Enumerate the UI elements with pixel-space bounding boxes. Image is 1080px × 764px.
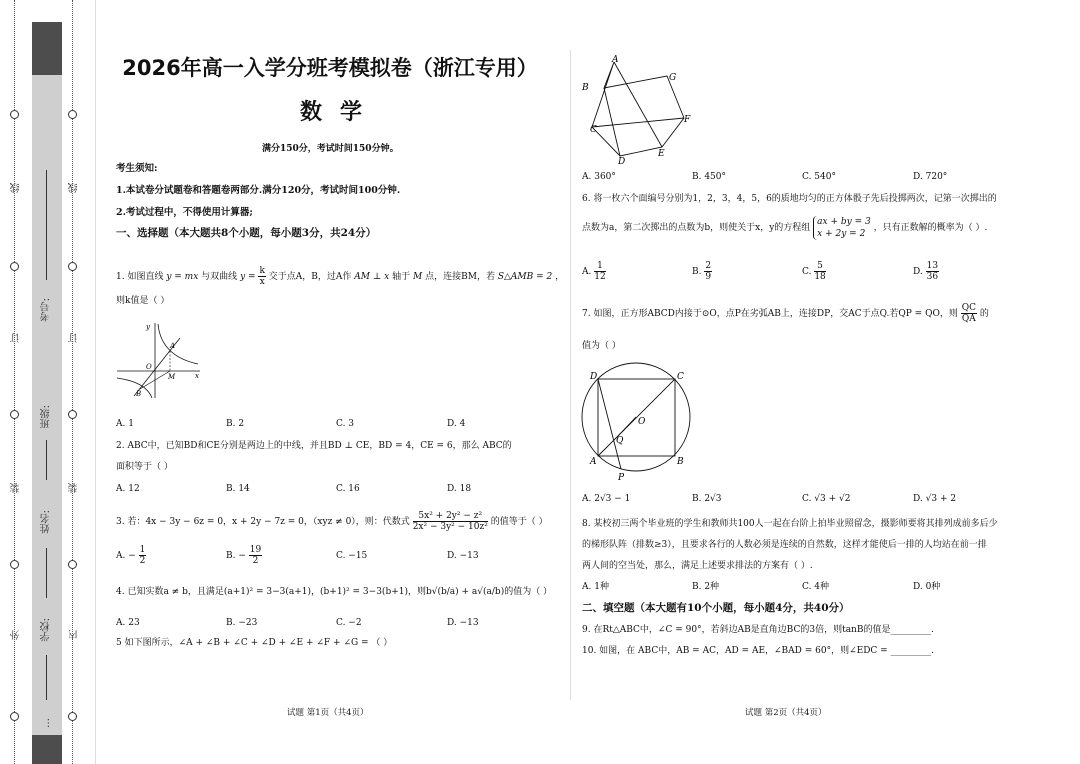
q1-figure (112, 318, 207, 400)
q6-text-b: ，只有正数解的概率为（ ）. (873, 223, 988, 233)
q1-frac-num: k (259, 266, 265, 276)
q3-opt-a-frac (139, 545, 147, 566)
exam-title: 2026年高一入学分班考模拟卷（浙江专用） (122, 56, 538, 80)
q6-opt-c-frac (814, 261, 825, 282)
q6-opt-b-frac (704, 261, 712, 282)
q1-label-y: y (146, 323, 150, 331)
q1-m: M (413, 272, 423, 282)
q2-line1: 2. ABC中，已知BD和CE分别是两边上的中线，并且BD ⊥ CE，BD = 4，CE = 6，那么 ABC的 (116, 441, 512, 451)
q7-diagonal-ac (598, 379, 675, 456)
class-field[interactable] (46, 440, 47, 480)
hole-circle (68, 712, 77, 721)
q3-opt-a[interactable] (116, 544, 146, 568)
q7-label-d: D (590, 372, 598, 382)
q7-label-b: B (677, 457, 684, 467)
q7-text-b: 的 (979, 309, 989, 319)
q5-edge-ae (614, 62, 662, 147)
school-field[interactable] (46, 655, 47, 700)
q4-line1: 4. 已知实数a ≠ b，且满足(a+1)² = 3−3(a+1)，(b+1)² = 3−3(b+1)，则b√(b/a) + a√(a/b)的值为（ ） (116, 587, 553, 597)
q1-label-a: A (170, 342, 176, 350)
q2-opt-a[interactable]: A. 12 (116, 484, 140, 494)
q1-line-eq: y = mx (166, 272, 199, 282)
q5-label-a: A (612, 55, 619, 65)
q6-eq2: x + 2y = 2 (817, 228, 866, 239)
q2-opt-c[interactable]: C. 16 (336, 484, 360, 494)
q5-label-f: F (684, 115, 691, 125)
notice-item-2: 2.考试过程中，不得使用计算器; (116, 207, 253, 218)
q6-opt-a-den: 12 (594, 272, 606, 282)
inner-label-ding: 订 (69, 333, 80, 343)
subject-title: 数学 (300, 100, 381, 125)
q6-line2 (582, 214, 987, 242)
q6-system (813, 216, 871, 240)
q3-text-b: 的值等于（ ） (490, 517, 548, 527)
q3-opt-a-den: 2 (139, 556, 146, 566)
q7-label-q: Q (616, 436, 624, 446)
name-field[interactable] (46, 548, 47, 598)
school-label: 学校: (41, 618, 52, 642)
q1-label-b: B (136, 390, 142, 398)
q1-opt-a[interactable]: A. 1 (116, 419, 134, 429)
q6-opt-a-frac (594, 261, 605, 282)
q10-line1: 10. 如图，在 ABC中，AB = AC，AD = AE，∠BAD = 60°，则∠EDC = _________. (582, 646, 934, 656)
q3-opt-a-num: 1 (139, 545, 146, 555)
q3-opt-b-prefix: B. − (226, 551, 246, 561)
q7-line-oq (617, 417, 636, 437)
q6-opt-a[interactable] (582, 258, 606, 286)
outer-label-zhuang: 装 (11, 483, 22, 493)
q7-line-dp (598, 379, 621, 469)
q8-opt-d[interactable]: D. 0种 (913, 582, 941, 592)
hole-circle (10, 110, 19, 119)
q6-opt-b-letter: B. (692, 267, 702, 277)
q1-opt-c[interactable]: C. 3 (336, 419, 355, 429)
q6-eq1: ax + by = 3 (817, 216, 871, 227)
exam-number-label: 考号: (41, 298, 52, 322)
q1-area: S△AMB = 2 (497, 272, 553, 282)
footer-page2: 试题 第2页（共4页） (745, 708, 827, 718)
hole-circle (68, 110, 77, 119)
q7-line1 (582, 300, 989, 328)
q6-opt-b-num: 2 (705, 261, 712, 271)
q7-opt-b[interactable]: B. 2√3 (692, 494, 722, 504)
q1-label-m: M (168, 373, 176, 381)
q5-label-e: E (658, 149, 665, 159)
q1-frac (258, 266, 265, 287)
q7-label-c: C (677, 372, 684, 382)
q5-figure (580, 52, 695, 167)
q6-opt-d[interactable] (913, 258, 939, 286)
q3-opt-b-den: 2 (252, 556, 259, 566)
q8-line1: 8. 某校初三两个毕业班的学生和教师共100人一起在台阶上拍毕业照留念，摄影师要将其排列成前多后少 (582, 519, 998, 529)
q6-opt-a-letter: A. (582, 267, 592, 277)
q8-line3: 两人间的空当处，那么，满足上述要求排法的方案有（ ）. (582, 561, 813, 571)
q8-opt-c[interactable]: C. 4种 (802, 582, 830, 592)
q7-opt-d[interactable]: D. √3 + 2 (913, 494, 957, 504)
footer-page1: 试题 第1页（共4页） (287, 708, 369, 718)
q7-label-p: P (618, 473, 625, 483)
q3-frac-den: 2x² − 3y² − 10z² (412, 522, 488, 532)
q1-line1 (116, 266, 564, 287)
q1-text-k: 点，连接BM，若 (425, 272, 495, 282)
q7-line2: 值为（ ） (582, 341, 621, 351)
outer-label-wai: 外 (11, 630, 22, 640)
hole-circle (10, 410, 19, 419)
hole-circle (10, 712, 19, 721)
exam-number-field[interactable] (46, 170, 47, 280)
q7-frac (961, 303, 977, 324)
q5-opt-b[interactable]: B. 450° (692, 172, 727, 182)
q1-text-i: 轴于 (392, 272, 411, 282)
q1-frac-den: x (259, 277, 265, 287)
q2-opt-d[interactable]: D. 18 (447, 484, 472, 494)
q5-edge-bd (604, 88, 620, 156)
q5-opt-c[interactable]: C. 540° (802, 172, 836, 182)
q3-opt-d[interactable]: D. −13 (447, 551, 479, 561)
q3-opt-b-frac (249, 545, 262, 566)
q4-opt-c[interactable]: C. −2 (336, 618, 362, 628)
hole-circle (68, 560, 77, 569)
q5-label-g: G (669, 73, 677, 83)
q8-opt-b[interactable]: B. 2种 (692, 582, 720, 592)
q1-label-x: x (195, 372, 199, 380)
q1-opt-d[interactable]: D. 4 (447, 419, 466, 429)
inner-label-nei: 内 (69, 630, 80, 640)
q6-opt-c-num: 5 (814, 261, 825, 272)
q9-line1: 9. 在Rt△ABC中，∠C = 90°，若斜边AB是直角边BC的3倍，则tanB的值是_________. (582, 625, 934, 635)
q1-text-a: 1. 如图直线 (116, 272, 164, 282)
q2-line2: 面积等于（ ） (116, 462, 173, 472)
q4-opt-b[interactable]: B. −23 (226, 618, 258, 628)
outer-label-ding: 订 (11, 333, 22, 343)
q3-line1 (116, 510, 548, 534)
notice-item-1: 1.本试卷分试题卷和答题卷两部分.满分120分，考试时间100分钟. (116, 185, 401, 196)
inner-label-xian: 线 (69, 183, 80, 193)
q3-frac (413, 511, 488, 532)
q7-figure (580, 362, 695, 484)
q7-text-a: 7. 如图，正方形ABCD内接于⊙O，点P在劣弧AB上，连接DP，交AC于点Q.若QP = QO，则 (582, 309, 958, 319)
hole-circle (10, 262, 19, 271)
q7-label-a: A (590, 457, 597, 467)
q3-opt-b-num: 19 (249, 545, 262, 555)
q3-opt-c[interactable]: C. −15 (336, 551, 368, 561)
q7-opt-a[interactable]: A. 2√3 − 1 (582, 494, 631, 504)
q5-opt-d[interactable]: D. 720° (913, 172, 948, 182)
q6-opt-d-frac (926, 261, 939, 282)
q5-opt-a[interactable]: A. 360° (582, 172, 616, 182)
q5-edge-cf (592, 118, 684, 127)
q1-text-c: 与双曲线 (201, 272, 238, 282)
binding-dark-bottom (32, 735, 62, 764)
q6-opt-b-den: 9 (705, 272, 712, 282)
q3-frac-num: 5x² + 2y² − z² (413, 511, 488, 522)
q6-line1: 6. 将一枚六个面编号分别为1，2，3，4，5，6的质地均匀的正方体骰子先后投掷两次，记第一次掷出的 (582, 194, 997, 204)
hole-circle (68, 262, 77, 271)
q7-frac-den: QA (961, 314, 976, 324)
q2-opt-b[interactable]: B. 14 (226, 484, 250, 494)
q1-opt-b[interactable]: B. 2 (226, 419, 245, 429)
q4-opt-d[interactable]: D. −13 (447, 618, 479, 628)
binding-dark-top (32, 22, 62, 75)
class-label: 班级: (41, 405, 52, 429)
q5-label-c: C (590, 125, 597, 135)
q8-opt-a[interactable]: A. 1种 (582, 582, 609, 592)
binding-ellipsis: … (41, 718, 52, 728)
q1-text-g: 交于点A，B，过A作 (268, 272, 352, 282)
notice-heading: 考生须知: (116, 163, 158, 174)
q1-line2: 则k值是（ ） (116, 296, 170, 306)
q6-opt-c[interactable] (802, 258, 826, 286)
q6-opt-d-num: 13 (926, 261, 939, 271)
binding-strip (0, 0, 96, 764)
q5-label-b: B (582, 83, 589, 93)
q3-opt-a-prefix: A. − (116, 551, 136, 561)
q8-line2: 的梯形队阵（排数≥3），且要求各行的人数必须是连续的自然数，这样才能使后一排的人均站在前一排 (582, 540, 987, 550)
q3-text-a: 3. 若：4x − 3y − 6z = 0，x + 2y − 7z = 0，（xyz ≠ 0），则：代数式 (116, 517, 410, 527)
q6-opt-c-letter: C. (802, 267, 812, 277)
q7-label-o: O (638, 417, 646, 427)
q4-opt-a[interactable]: A. 23 (116, 618, 140, 628)
q7-frac-num: QC (961, 303, 976, 313)
section2-heading: 二、填空题（本大题有10个小题，每小题4分，共40分） (582, 602, 850, 614)
q3-opt-b[interactable] (226, 544, 262, 568)
hole-circle (10, 560, 19, 569)
q6-opt-a-num: 1 (594, 261, 605, 272)
q6-text-a: 点数为a，第二次掷出的点数为b，则使关于x，y的方程组 (582, 223, 811, 233)
q1-text-m: ， (555, 272, 565, 282)
q6-opt-b[interactable] (692, 258, 712, 286)
column-separator (570, 50, 571, 700)
q5-line1: 5 如下图所示，∠A + ∠B + ∠C + ∠D + ∠E + ∠F + ∠G = （ ） (116, 638, 393, 648)
q1-hyp-eq: y = (240, 272, 256, 282)
q1-perp: AM ⊥ x (354, 272, 390, 282)
q5-label-d: D (618, 157, 626, 167)
q6-opt-d-den: 36 (926, 272, 939, 282)
hole-circle (68, 410, 77, 419)
outer-label-xian: 线 (11, 183, 22, 193)
q6-opt-c-den: 18 (814, 272, 826, 282)
score-info: 满分150分，考试时间150分钟。 (262, 144, 399, 154)
q1-label-o: O (146, 363, 152, 371)
q7-opt-c[interactable]: C. √3 + √2 (802, 494, 851, 504)
section1-heading: 一、选择题（本大题共8个小题，每小题3分，共24分） (116, 227, 377, 239)
inner-label-zhuang: 装 (69, 483, 80, 493)
name-label: 姓名: (41, 510, 52, 534)
q6-opt-d-letter: D. (913, 267, 923, 277)
